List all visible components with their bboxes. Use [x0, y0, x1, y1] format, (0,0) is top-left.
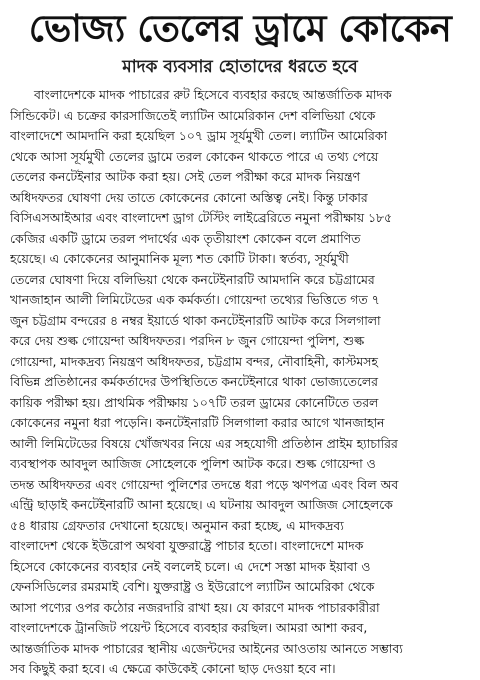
body-line: অধিদফতর ঘোষণা দেয় তাতে কোকেনের কোনো অস্তিত্ব নেই। কিন্তু ঢাকার [10, 189, 368, 205]
body-line: সব কিছুই করা হবে। এ ক্ষেত্রে কাউকেই কোনো ছাড় দেওয়া হবে না। [10, 661, 336, 676]
body-line: গোয়েন্দা, মাদকদ্রব্য নিয়ন্ত্রণ অধিদফতর, চট্টগ্রাম বন্দর, নৌবাহিনী, কাস্টমসহ [10, 353, 378, 369]
body-line: করে দেয় শুল্ক গোয়েন্দা অধিদফতর। পরদিন ৮ জুন গোয়েন্দা পুলিশ, শুল্ক [10, 333, 365, 348]
body-line: হয়েছে। এ কোকেনের আনুমানিক মূল্য শত কোটি টাকা। স্বর্তব্য, সূর্যমুখী [10, 251, 349, 266]
body-line: হিসেবে কোকেনের ব্যবহার নেই বললেই চলে। এ দেশে সস্তা মাদক ইয়াবা ও [10, 558, 371, 574]
body-line: বিসিএসআইআর এবং বাংলাদেশ ড্রাগ টেস্টিং লাইব্রেরিতে নমুনা পরীক্ষায় ১৮৫ [10, 210, 393, 225]
body-line: জুন চট্টগ্রাম বন্দরের ৪ নম্বর ইয়ার্ডে থাকা কনটেইনারটি আটক করে সিলগালা [10, 312, 381, 328]
body-line: ৫৪ ধারায় গ্রেফতার দেখানো হয়েছে। অনুমান করা হচ্ছে, এ মাদকদ্রব্য [10, 517, 344, 533]
body-line: বাংলাদেশকে ট্রানজিট পয়েন্ট হিসেবে ব্যবহার করছিল। আমরা আশা করব, [10, 620, 368, 635]
body-line: আসা পণ্যের ওপর কঠোর নজরদারি রাখা হয়। যে কারণে মাদক পাচারকারীরা [10, 599, 380, 615]
body-line: বাংলাদেশে আমদানি করা হয়েছিল ১০৭ ড্রাম সূর্যমুখী তেল। ল্যাটিন আমেরিকা [10, 128, 388, 143]
body-line: কোকেনের নমুনা ধরা পড়েনি। কনটেইনারটি সিলগালা করার আগে খানজাহান [10, 415, 385, 430]
body-line: ব্যবস্থাপক আবদুল আজিজ সোহেলকে পুলিশ আটক করে। শুল্ক গোয়েন্দা ও [10, 456, 376, 471]
body-line: আলী লিমিটেডের বিষয়ে খোঁজখবর নিয়ে এর সহযোগী প্রতিষ্ঠান প্রাইম হ্যাচারির [10, 435, 398, 451]
body-line: থেকে আসা সূর্যমুখী তেলের ড্রামে তরল কোকেন থাকতে পারে এ তথ্য পেয়ে [10, 148, 379, 164]
body-line: খানজাহান আলী লিমিটেডের এক কর্মকর্তা। গোয়েন্দা তথ্যের ভিত্তিতে গত ৭ [10, 292, 380, 307]
body-line: সিন্ডিকেট। এ চক্রের কারসাজিতেই ল্যাটিন আমেরিকান দেশ বলিভিয়া থেকে [10, 107, 376, 123]
body-line: কায়িক পরীক্ষা হয়। প্রাথমিক পরীক্ষায় ১০৭টি তরল ড্রামের কোনেটিতে তরল [10, 394, 379, 410]
body-line: তেলের ঘোষণা দিয়ে বলিভিয়া থেকে কনটেইনারটি আমদানি করে চট্টগ্রামের [10, 271, 375, 287]
body-line: বাংলাদেশ থেকে ইউরোপ অথবা যুক্তরাষ্ট্রে পাচার হতো। বাংলাদেশে মাদক [10, 538, 364, 553]
body-line: তেলের কনটেইনার আটক করা হয়। সেই তেল পরীক্ষা করে মাদক নিয়ন্ত্রণ [10, 169, 361, 184]
subheadline: মাদক ব্যবসার হোতাদের ধরতে হবে [122, 57, 358, 77]
body-line: এন্ট্রি ছাড়াই কনটেইনারটি আনা হয়েছে। এ ঘটনায় আবদুল আজিজ সোহেলকে [10, 497, 393, 512]
article-body [10, 85, 470, 680]
headline: ভোজ্য তেলের ড্রামে কোকেন [28, 7, 452, 50]
body-line: তদন্ত অধিদফতর এবং গোয়েন্দা পুলিশের তদন্তে ধরা পড়ে ঋণপত্র এবং বিল অব [10, 476, 399, 492]
body-line: বাংলাদেশকে মাদক পাচারের রুট হিসেবে ব্যবহার করছে আন্তর্জাতিক মাদক [34, 87, 392, 102]
body-line: ফেনসিডিলের রমরমাই বেশি। যুক্তরাষ্ট্র ও ইউরোপে ল্যাটিন আমেরিকা থেকে [10, 579, 375, 594]
body-line: বিভিন্ন প্রতিষ্ঠানের কর্মকর্তাদের উপস্থিতিতে কনটেইনারে থাকা ভোজ্যতেলের [10, 374, 378, 389]
body-line: আন্তর্জাতিক মাদক পাচারের স্থানীয় এজেন্টদের আইনের আওতায় আনতে সম্ভাব্য [10, 640, 403, 656]
body-line: কেজির একটি ড্রামে তরল পদার্থের এক তৃতীয়াংশ কোকেন বলে প্রমাণিত [10, 230, 361, 246]
